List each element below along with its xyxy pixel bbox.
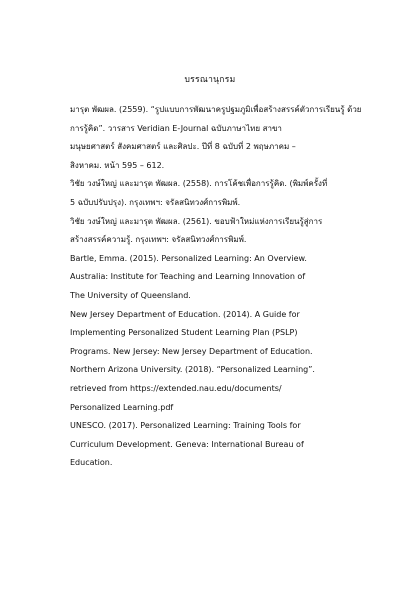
- reference-line: Bartle, Emma. (2015). Personalized Learning: An Overview.: [70, 253, 307, 263]
- reference-line: Programs. New Jersey: New Jersey Department of Education.: [70, 346, 313, 356]
- reference-line: Curriculum Development. Geneva: International Bureau of: [70, 439, 304, 449]
- reference-line: New Jersey Department of Education. (2014). A Guide for: [70, 309, 300, 319]
- reference-entry: [70, 250, 366, 306]
- reference-line: วิชัย วงษ์ใหญ่ และมารุต พัฒผล. (2558). การโค้ชเพื่อการรู้คิด. (พิมพ์ครั้งที่: [70, 179, 328, 189]
- reference-line: มารุต พัฒผล. (2559). “รูปแบบการพัฒนาครูปฐมภูมิเพื่อสร้างสรรค์ตัวการเรียนรู้ ด้วย: [70, 105, 362, 114]
- reference-line: 5 ฉบับปรับปรุง). กรุงเทพฯ: จรัลสนิทวงศ์การพิมพ์.: [70, 197, 241, 207]
- reference-line: การรู้คิด”. วารสาร Veridian E-Journal ฉบับภาษาไทย สาขา: [70, 123, 282, 133]
- reference-line: สร้างสรรค์ความรู้. กรุงเทพฯ: จรัลสนิทวงศ์การพิมพ์.: [70, 235, 247, 245]
- reference-entry: [70, 361, 366, 417]
- reference-line: วิชัย วงษ์ใหญ่ และมารุต พัฒผล. (2561). ขอบฟ้าใหม่แห่งการเรียนรู้สู่การ: [70, 216, 323, 226]
- reference-line: Northern Arizona University. (2018). “Personalized Learning”.: [70, 365, 315, 375]
- reference-line: มนุษยศาสตร์ สังคมศาสตร์ และศิลปะ. ปีที่ 8 ฉบับที่ 2 พฤษภาคม –: [70, 142, 296, 152]
- reference-entry: [70, 213, 366, 250]
- reference-line: The University of Queensland.: [70, 290, 191, 300]
- reference-line: Education.: [70, 458, 113, 468]
- reference-line: Implementing Personalized Student Learning Plan (PSLP): [70, 328, 298, 338]
- reference-line: Australia: Institute for Teaching and Learning Innovation of: [70, 272, 306, 282]
- reference-entry: [70, 417, 366, 473]
- page-title: บรรณานุกรม: [184, 75, 236, 85]
- reference-entry: [70, 306, 366, 362]
- reference-line: Personalized Learning.pdf: [70, 402, 174, 412]
- reference-entry: [70, 175, 366, 212]
- reference-line: UNESCO. (2017). Personalized Learning: Training Tools for: [70, 421, 301, 431]
- reference-entry: [70, 101, 366, 175]
- reference-list: [70, 101, 366, 473]
- reference-line: retrieved from https://extended.nau.edu/documents/: [70, 383, 282, 393]
- reference-line: สิงหาคม. หน้า 595 – 612.: [70, 160, 165, 170]
